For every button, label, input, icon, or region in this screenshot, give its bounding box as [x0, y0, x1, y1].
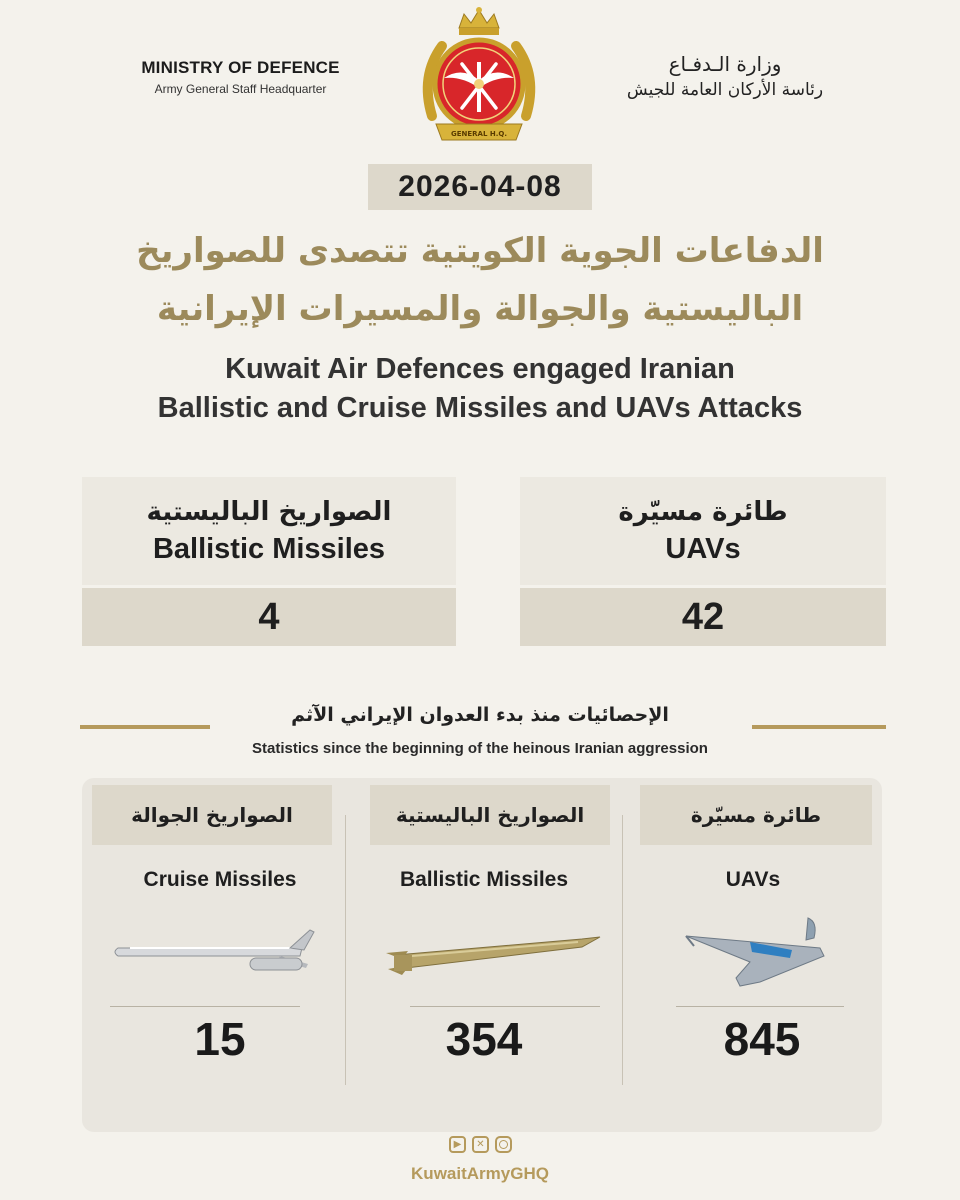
daily-uavs-label-ar: طائرة مسيّرة: [618, 496, 788, 527]
instagram-icon[interactable]: [495, 1136, 512, 1153]
ministry-name-ar: وزارة الـدفـاع: [668, 52, 782, 76]
uav-drone-image: [680, 912, 830, 992]
column-divider: [622, 815, 623, 1085]
title-en-line1: Kuwait Air Defences engaged Iranian: [225, 353, 735, 385]
svg-text:GENERAL H.Q.: GENERAL H.Q.: [451, 130, 507, 138]
x-icon[interactable]: ✕: [472, 1136, 489, 1153]
divider-right: [752, 725, 886, 729]
ballistic-count: 354: [445, 1013, 523, 1065]
ballistic-label-ar: الصواريخ الباليستية: [370, 785, 610, 845]
header-arabic: [600, 52, 850, 100]
daily-uavs-card: [520, 477, 886, 585]
hq-name-ar: رئاسة الأركان العامة للجيش: [626, 80, 824, 100]
cruise-missile-image: [110, 922, 320, 982]
ministry-name-en: MINISTRY OF DEFENCE: [141, 58, 340, 77]
report-date: 2026-04-08: [368, 164, 592, 210]
uavs-underline: [676, 1006, 844, 1007]
ballistic-missile-image: [382, 925, 602, 980]
header-english: [118, 58, 363, 96]
title-ar-line2: الباليستية والجوالة والمسيرات الإيرانية: [156, 289, 804, 329]
social-handle[interactable]: KuwaitArmyGHQ: [411, 1164, 549, 1183]
ballistic-underline: [410, 1006, 600, 1007]
ballistic-label-en: Ballistic Missiles: [399, 868, 569, 891]
youtube-icon[interactable]: ▶: [449, 1136, 466, 1153]
daily-ballistic-card: [82, 477, 456, 585]
uavs-count: 845: [723, 1013, 801, 1065]
title-ar-line1: الدفاعات الجوية الكويتية تتصدى للصواريخ: [136, 231, 824, 271]
stats-heading-ar: الإحصائيات منذ بدء العدوان الإيراني الآثم: [291, 704, 669, 726]
title-english: [60, 350, 900, 428]
hq-name-en: Army General Staff Headquarter: [154, 82, 327, 96]
daily-ballistic-label-ar: الصواريخ الباليستية: [146, 496, 392, 527]
cruise-count: 15: [194, 1013, 246, 1065]
daily-ballistic-label-en: Ballistic Missiles: [152, 532, 386, 565]
stats-heading-en: Statistics since the beginning of the heinous Iranian aggression: [252, 740, 708, 757]
uavs-label-ar: طائرة مسيّرة: [640, 785, 872, 845]
divider-left: [80, 725, 210, 729]
ministry-emblem-logo: [414, 6, 544, 156]
title-arabic: [60, 222, 900, 338]
cruise-label-en: Cruise Missiles: [143, 868, 297, 891]
cruise-underline: [110, 1006, 300, 1007]
daily-uavs-value: 42: [520, 588, 886, 646]
daily-uavs-label-en: UAVs: [665, 532, 741, 565]
uavs-label-en: UAVs: [725, 868, 781, 891]
daily-ballistic-value: 4: [82, 588, 456, 646]
title-en-line2: Ballistic and Cruise Missiles and UAVs Attacks: [157, 392, 803, 424]
cruise-label-ar: الصواريخ الجوالة: [92, 785, 332, 845]
